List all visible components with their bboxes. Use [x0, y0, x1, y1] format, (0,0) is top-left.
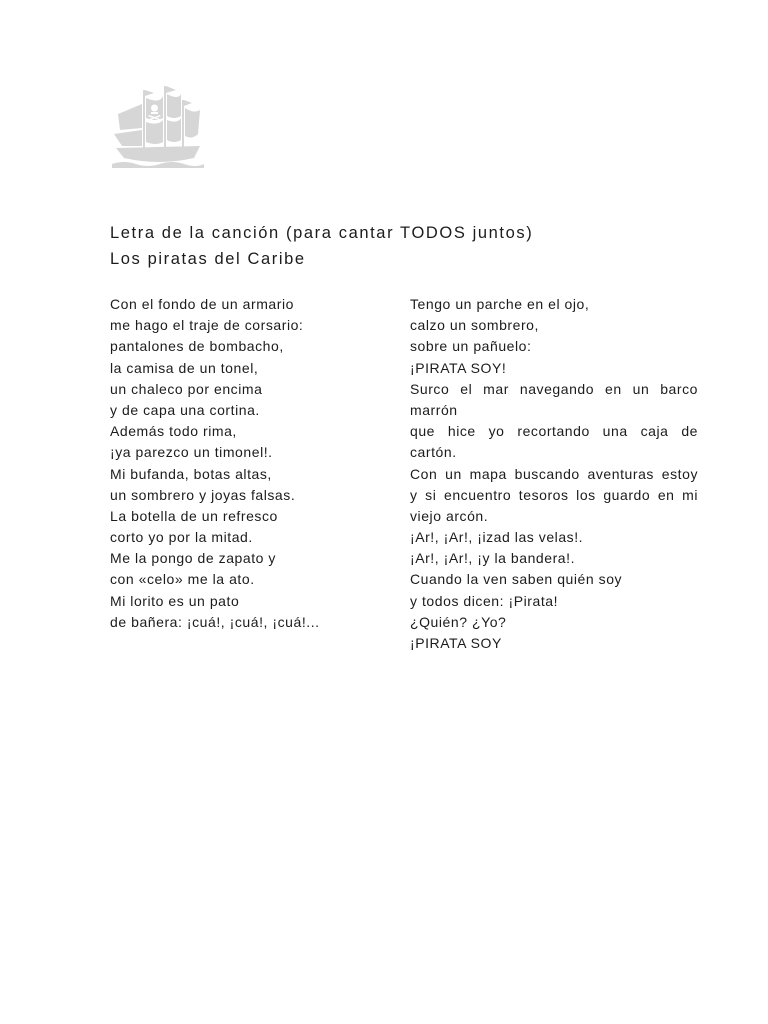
lyric-line: ¡PIRATA SOY	[410, 635, 502, 651]
song-title	[110, 220, 710, 272]
lyric-line: Tengo un parche en el ojo,	[410, 296, 590, 312]
lyric-line: ¿Quién? ¿Yo?	[410, 613, 507, 630]
lyric-line: la camisa de un tonel,	[110, 359, 259, 376]
lyric-line: un sombrero y joyas falsas.	[110, 486, 296, 503]
lyric-line: ¡ya parezco un timonel!.	[110, 444, 273, 461]
lyric-line: sobre un pañuelo:	[410, 338, 532, 355]
lyric-line: y todos dicen: ¡Pirata!	[410, 592, 559, 609]
lyric-line: marrón	[410, 401, 458, 418]
lyric-line: ¡Ar!, ¡Ar!, ¡y la bandera!.	[410, 550, 576, 567]
lyric-line: ¡Ar!, ¡Ar!, ¡izad las velas!.	[410, 529, 584, 546]
lyric-line: ¡PIRATA SOY!	[410, 359, 507, 376]
lyric-line: Con un mapa buscando aventuras estoy	[410, 465, 698, 482]
lyric-line: con «celo» me la ato.	[110, 571, 255, 588]
lyric-line: Con el fondo de un armario	[110, 296, 294, 312]
lyric-line: Mi lorito es un pato	[110, 592, 240, 609]
lyric-line: Me la pongo de zapato y	[110, 550, 276, 567]
lyric-line: cartón.	[410, 444, 457, 461]
pirate-ship-icon	[112, 84, 204, 170]
lyrics-right-column	[410, 294, 698, 654]
lyric-line: corto yo por la mitad.	[110, 529, 253, 546]
lyric-line: que hice yo recortando una caja de	[410, 423, 698, 440]
lyric-line: Mi bufanda, botas altas,	[110, 465, 272, 482]
lyric-line: y si encuentro tesoros los guardo en mi	[410, 486, 698, 503]
lyric-line: pantalones de bombacho,	[110, 338, 284, 355]
lyric-line: me hago el traje de corsario:	[110, 317, 304, 334]
title-line-2: Los piratas del Caribe	[110, 250, 306, 268]
title-line-1: Letra de la canción (para cantar TODOS juntos)	[110, 224, 534, 242]
lyrics-left-column	[110, 294, 380, 633]
lyric-line: calzo un sombrero,	[410, 317, 539, 334]
lyric-line: Surco el mar navegando en un barco	[410, 380, 698, 397]
lyric-line: La botella de un refresco	[110, 507, 278, 524]
lyric-line: y de capa una cortina.	[110, 401, 260, 418]
lyric-line: de bañera: ¡cuá!, ¡cuá!, ¡cuá!...	[110, 613, 320, 630]
lyric-line: un chaleco por encima	[110, 380, 263, 397]
lyric-line: Cuando la ven saben quién soy	[410, 571, 623, 588]
lyric-line: viejo arcón.	[410, 507, 489, 524]
lyric-line: Además todo rima,	[110, 423, 237, 440]
